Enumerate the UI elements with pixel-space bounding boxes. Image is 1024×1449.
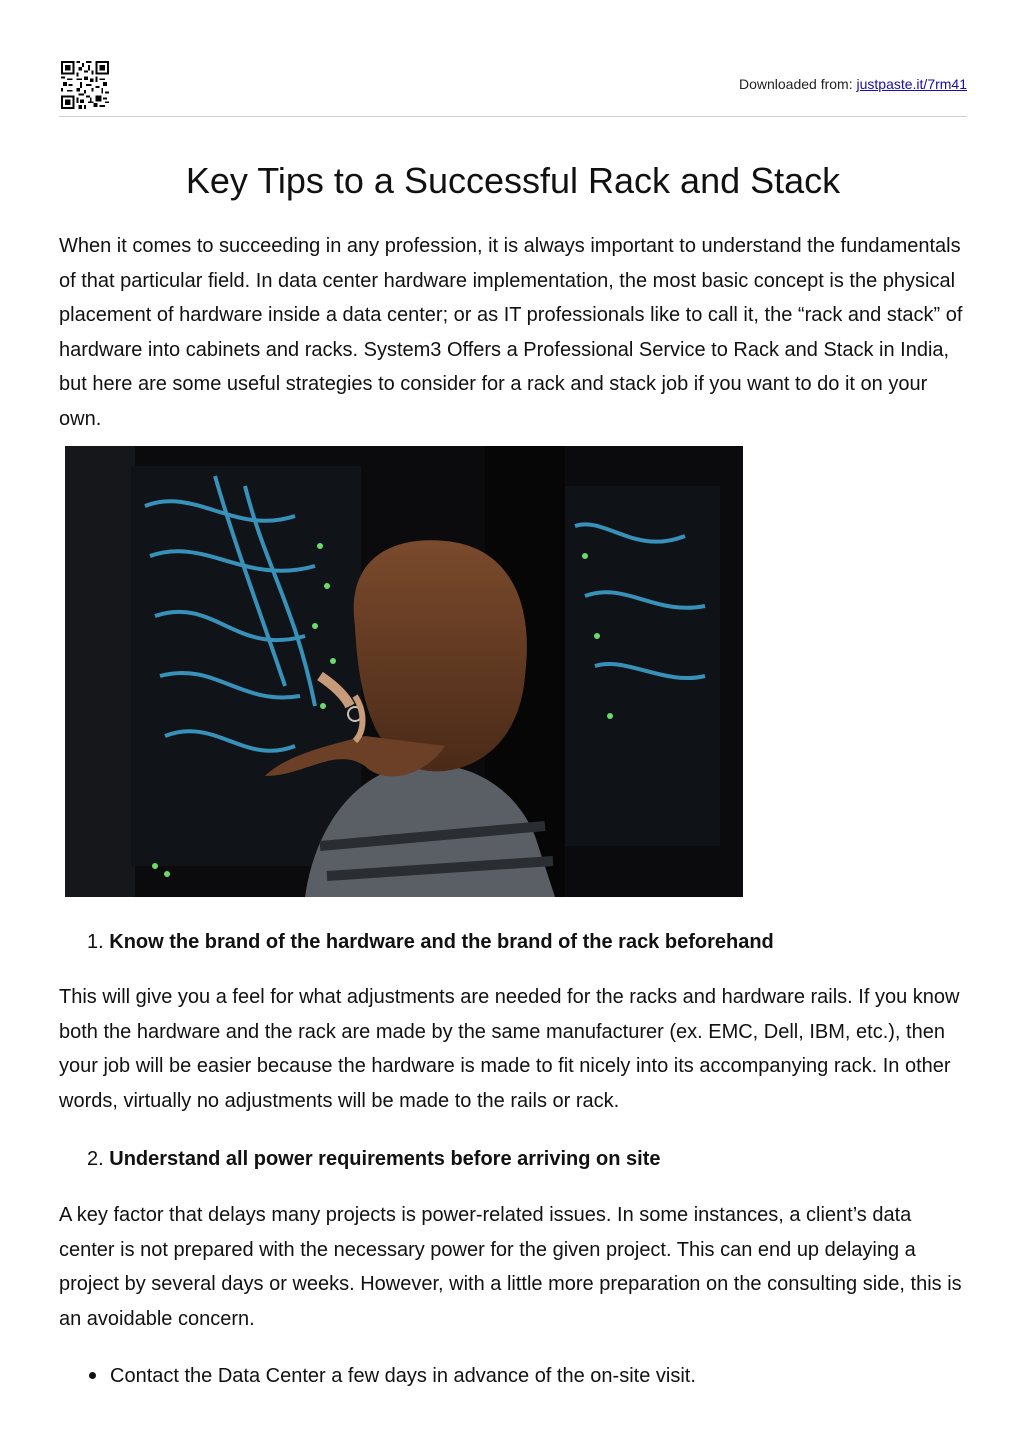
header-divider bbox=[59, 116, 967, 117]
page-header bbox=[59, 60, 967, 110]
download-source bbox=[739, 76, 967, 92]
source-link[interactable]: justpaste.it/7rm41 bbox=[856, 76, 967, 92]
intro-paragraph: When it comes to succeeding in any profession, it is always important to understand the fundamentals of that particular field. In data center hardware implementation, the most basic concept is the physical placement of hardware inside a data center; or as IT professionals like to call it, the “rack and stack” of hardware into cabinets and racks. System3 Offers a Professional Service to Rack and Stack in India, but here are some useful strategies to consider for a rack and stack job if you want to do it on your own. bbox=[59, 235, 963, 430]
bullet-item bbox=[87, 1361, 696, 1391]
bullet-icon bbox=[89, 1372, 96, 1379]
tip-1-heading bbox=[87, 927, 774, 957]
tip-1-number: 1. bbox=[87, 931, 104, 953]
page-title: Key Tips to a Successful Rack and Stack bbox=[185, 160, 841, 201]
tip-1-title: Know the brand of the hardware and the brand of the rack beforehand bbox=[109, 931, 774, 953]
qr-code-icon bbox=[61, 61, 109, 109]
server-rack-photo bbox=[65, 446, 743, 897]
tip-2-title: Understand all power requirements before arriving on site bbox=[109, 1148, 661, 1170]
server-rack-photo-image bbox=[65, 446, 743, 897]
download-source-label: Downloaded from: bbox=[738, 76, 857, 92]
bullet-text: Contact the Data Center a few days in advance of the on-site visit. bbox=[110, 1365, 696, 1387]
tip-2-number: 2. bbox=[87, 1148, 104, 1170]
tip-2-body: A key factor that delays many projects is power-related issues. In some instances, a client’s data center is not prepared with the necessary power for the given project. This can end up delaying a project by several days or weeks. However, with a little more preparation on the consulting side, this is an avoidable concern. bbox=[59, 1204, 962, 1330]
tip-2-heading bbox=[87, 1144, 661, 1174]
tip-1-body: This will give you a feel for what adjustments are needed for the racks and hardware rails. If you know both the hardware and the rack are made by the same manufacturer (ex. EMC, Dell, IBM, etc.), then your job will be easier because the hardware is made to fit nicely into its accompanying rack. In other words, virtually no adjustments will be made to the rails or rack. bbox=[59, 986, 960, 1112]
